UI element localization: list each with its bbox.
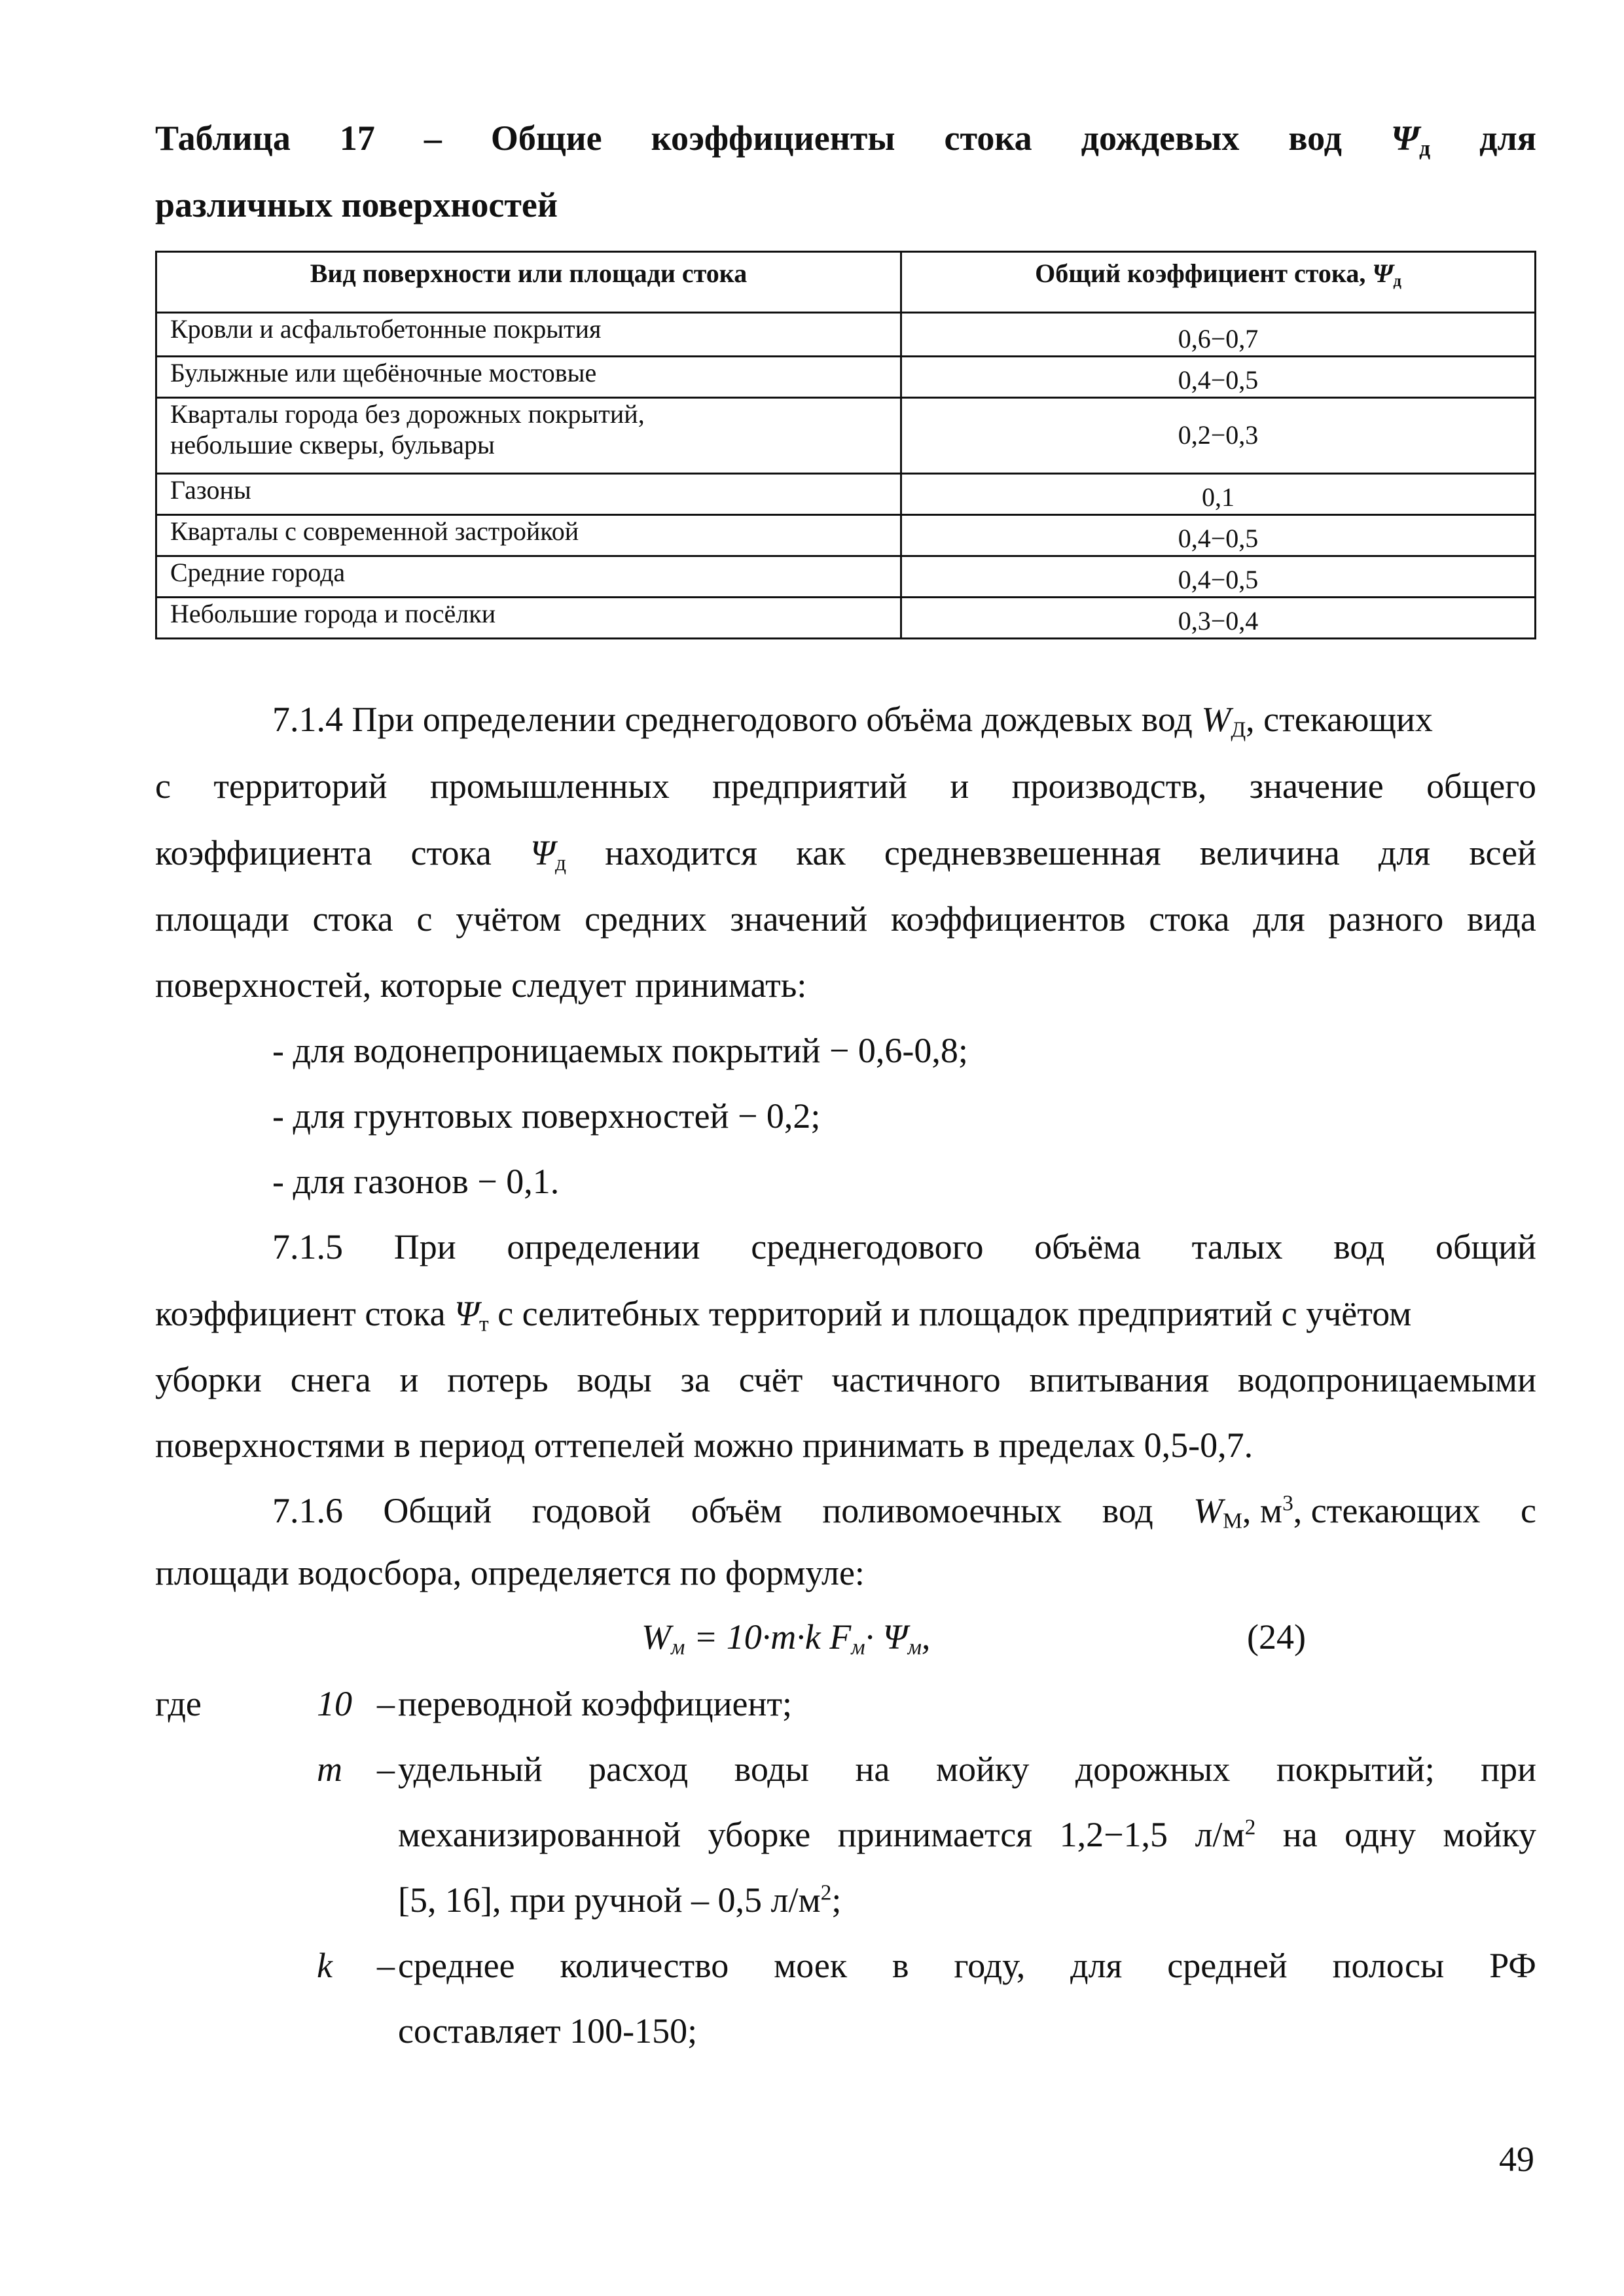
def-text-k-line: составляет 100-150; (398, 2011, 698, 2051)
table-row (156, 313, 1536, 357)
list-item: - для газонов − 0,1. (272, 1162, 560, 1201)
psi-d-symbol: $\Psi_д$ (530, 833, 567, 876)
caption-word: дождевых (1081, 118, 1240, 158)
list-item: - для водонепроницаемых покрытий − 0,6-0,8; (272, 1031, 968, 1070)
table-cell-value: 0,4−0,5 (901, 515, 1536, 556)
def-dash: – (377, 1684, 395, 1723)
table-cell-surface: Газоны (156, 474, 901, 515)
def-symbol-10: 10 (317, 1684, 352, 1723)
paragraph-714-line: площади стока с учётом средних значений коэффициентов стока для разного вида (155, 899, 1536, 939)
def-dash: – (377, 1749, 395, 1789)
table-row (156, 556, 1536, 598)
paragraph-716-line: 7.1.6 Общий годовой объём поливомоечных вод $W_М$, $м^3$, стекающих с (272, 1491, 1536, 1534)
table-cell-value: 0,2−0,3 (901, 398, 1536, 474)
table-row (156, 357, 1536, 398)
caption-word: для (1479, 118, 1536, 158)
caption-word: вод (1288, 118, 1342, 158)
def-text-k-line: среднее количество моек в году, для средней полосы РФ (398, 1946, 1536, 1985)
table-cell-value: 0,6−0,7 (901, 313, 1536, 357)
def-text-10: переводной коэффициент; (398, 1684, 793, 1723)
table-header-coefficient: Общий коэффициент стока, $\Psi_д$ (901, 252, 1536, 313)
caption-word: – (424, 118, 442, 158)
list-item: - для грунтовых поверхностей − 0,2; (272, 1096, 821, 1136)
def-text-m-line: [5, 16], при ручной – 0,5 $л/м^2$; (398, 1880, 842, 1920)
w-m-unit: $W_М$, $м^3$, стекающих (1193, 1491, 1481, 1534)
paragraph-714-line: 7.1.4 При определении среднегодового объёма дождевых вод $W_Д$, стекающих (272, 700, 1433, 742)
paragraph-715-line: коэффициент стока $\Psi_т$ с селитебных территорий и площадок предприятий с учётом (155, 1294, 1412, 1336)
def-dash: – (377, 1946, 395, 1985)
table-row (156, 474, 1536, 515)
formula-expression: $W_м = 10\cdot m\cdot k$ $F_м\cdot \Psi_м$, (641, 1617, 931, 1660)
caption-word: Таблица (155, 118, 291, 158)
table-cell-value: 0,4−0,5 (901, 556, 1536, 598)
def-text-m-line: удельный расход воды на мойку дорожных покрытий; при (398, 1749, 1536, 1789)
caption-word: стока (944, 118, 1032, 158)
caption-psi-symbol: $\Psi_д$ (1390, 118, 1431, 161)
table-cell-surface: Кровли и асфальтобетонные покрытия (156, 313, 901, 357)
def-symbol-m: m (317, 1749, 342, 1789)
paragraph-715-line: поверхностями в период оттепелей можно принимать в пределах 0,5-0,7. (155, 1426, 1254, 1465)
paragraph-715-line: уборки снега и потерь воды за счёт частичного впитывания водопроницаемыми (155, 1360, 1536, 1399)
table-row (156, 398, 1536, 474)
table-caption-line-2: различных поверхностей (155, 185, 558, 224)
table-row (156, 598, 1536, 639)
paragraph-716-line: площади водосбора, определяется по формуле: (155, 1553, 865, 1592)
paragraph-715-line: 7.1.5 При определении среднегодового объёма талых вод общий (272, 1227, 1536, 1266)
table-caption-line-1 (155, 118, 1536, 161)
caption-word: 17 (339, 118, 375, 158)
table-cell-surface: Кварталы с современной застройкой (156, 515, 901, 556)
table-row (156, 515, 1536, 556)
table-cell-value: 0,4−0,5 (901, 357, 1536, 398)
table-header-surface: Вид поверхности или площади стока (156, 252, 901, 313)
runoff-coefficient-table (155, 251, 1536, 639)
caption-word: коэффициенты (651, 118, 895, 158)
table-cell-value: 0,3−0,4 (901, 598, 1536, 639)
formula-number: (24) (1247, 1617, 1306, 1657)
def-symbol-k: k (317, 1946, 333, 1985)
table-cell-surface: Небольшие города и посёлки (156, 598, 901, 639)
table-cell-value: 0,1 (901, 474, 1536, 515)
table-header-row (156, 252, 1536, 313)
table-cell-surface: Средние города (156, 556, 901, 598)
page-number: 49 (1499, 2140, 1534, 2179)
table-cell-surface: Булыжные или щебёночные мостовые (156, 357, 901, 398)
paragraph-714-line: коэффициента стока $\Psi_д$ находится как средневзвешенная величина для всей (155, 833, 1536, 876)
table-cell-surface: Кварталы города без дорожных покрытий, небольшие скверы, бульвары (156, 398, 901, 474)
where-label: где (155, 1684, 202, 1723)
def-text-m-line: механизированной уборке принимается 1,2−1,5 $л/м^2$ на одну мойку (398, 1815, 1536, 1854)
caption-word: Общие (490, 118, 602, 158)
paragraph-714-line: поверхностей, которые следует принимать: (155, 965, 807, 1005)
paragraph-714-line: с территорий промышленных предприятий и производств, значение общего (155, 766, 1536, 806)
